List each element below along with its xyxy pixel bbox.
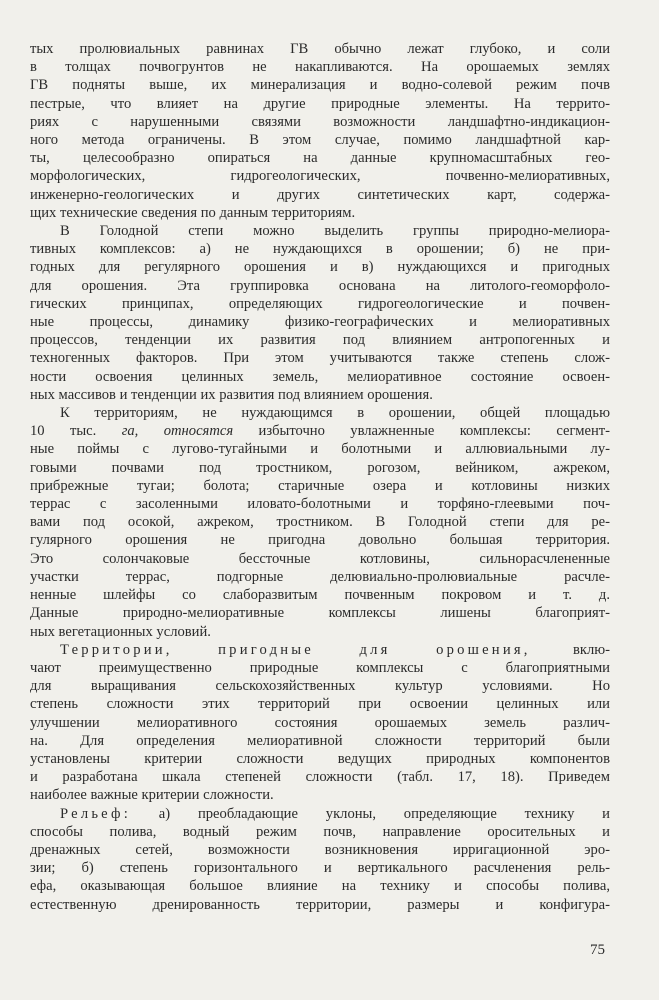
text-line: вами под осокой, ажреком, тростником. В Голодной степи для ре- [30,514,610,531]
text-line: процессов, тенденции их развития под влиянием антропогенных и [30,332,610,349]
text-line: тых пролювиальных равнинах ГВ обычно лежат глубоко, и соли [30,41,610,57]
text-line: улучшении мелиоративного состояния орошаемых земель различ- [30,714,610,731]
paragraph-4 [30,641,610,805]
text-line: Это солончаковые бессточные котловины, сильнорасчлененные [30,550,610,567]
text-line: ные процессы, динамику физико-географических и мелиоративных [30,314,610,331]
paragraph-5 [30,805,610,914]
spaced-heading: Территории, пригодные для орошения, [60,641,531,658]
text-line: гических принципах, определяющих гидрогеологические и почвен- [30,295,610,312]
text-line [30,805,610,823]
text-line: участки террас, подгорные делювиально-пролювиальные расчле- [30,568,610,585]
text-line: установлены критерии сложности ведущих природных компонентов [30,750,610,767]
text-line: зии; б) степень горизонтального и вертикального расчленения рель- [30,860,610,877]
text-line: ГВ подняты выше, их минерализация и водно-солевой режим почв [30,77,610,94]
body-text [30,40,610,914]
text-line [30,641,610,659]
text-line: ных массивов и тенденции их развития под влиянием орошения. [30,386,433,403]
paragraph-1 [30,40,610,222]
text-line: риях с нарушенными связями возможности ландшафтно-индикацион- [30,113,610,130]
text-line: щих технические сведения по данным территориям. [30,204,356,221]
text-line: морфологических, гидрогеологических, почвенно-мелиоративных, [30,168,610,185]
text-line: и разработана шкала степеней сложности (табл. 17, 18). Приведем [30,769,610,786]
text-line: ности освоения целинных земель, мелиоративное состояние освоен- [30,368,610,385]
text-line: тивных комплексов: а) не нуждающихся в орошении; б) не при- [30,241,610,258]
text-line: естественную дренированность территории, размеры и конфигура- [30,896,610,913]
text-line: гулярного орошения не пригодна довольно большая территория. [30,532,610,549]
text-fragment: а) преобладающие уклоны, определяющие технику и [131,805,610,822]
spaced-heading: Рельеф: [60,805,131,822]
text-line: на. Для определения мелиоративной сложности территорий были [30,732,610,749]
text-line: Данные природно-мелиоративные комплексы лишены благоприят- [30,605,610,622]
unit-italic: га, относятся [121,423,234,440]
page-number: 75 [590,942,605,958]
text-line: дренажных сетей, возможности возникновения ирригационной эро- [30,841,610,858]
paragraph-2 [30,222,610,404]
text-line: способы полива, водный режим почв, направление оросительных и [30,823,610,840]
text-line: пестрые, что влияет на другие природные элементы. На террито- [30,95,610,112]
text-line: ты, целесообразно опираться на данные крупномасштабных гео- [30,150,610,167]
text-line: ного метода ограничены. В этом случае, помимо ландшафтной кар- [30,132,610,149]
text-line: наиболее важные критерии сложности. [30,787,274,804]
text-line: техногенных факторов. При этом учитываются также степень слож- [30,350,610,367]
text-line: ных вегетационных условий. [30,623,211,640]
text-line: В Голодной степи можно выделить группы природно-мелиора- [60,223,610,240]
text-line: ефа, оказывающая большое влияние на технику и способы полива, [30,878,610,895]
text-line: ные поймы с лугово-тугайными и болотными и аллювиальными лу- [30,441,610,458]
text-line: в толщах почвогрунтов не накапливаются. На орошаемых землях [30,59,610,76]
text-line: 10 тыс. га, относятся избыточно увлажненные комплексы: сегмент- [30,423,611,440]
text-fragment: вклю- [530,641,610,658]
paragraph-3 [30,404,610,641]
text-line: инженерно-геологических и других синтетических карт, содержа- [30,186,610,203]
text-line: чают преимущественно природные комплексы с благоприятными [30,659,610,676]
text-line: террас с засоленными иловато-болотными и торфяно-глеевыми поч- [30,496,610,513]
text-line: для выращивания сельскохозяйственных культур условиями. Но [30,678,610,695]
text-line: К территориям, не нуждающимся в орошении, общей площадью [60,405,610,422]
text-line: прибрежные тугаи; болота; старичные озера и котловины низких [30,477,610,494]
text-line: ненные шлейфы со слаборазвитым почвенным покровом и т. д. [30,587,610,604]
text-line: степень сложности этих территорий при освоении целинных или [30,696,610,713]
text-line: для орошения. Эта группировка основана на литолого-геоморфоло- [30,277,610,294]
text-line: годных для регулярного орошения и в) нуждающихся и пригодных [30,259,610,276]
text-line: говыми почвами под тростником, рогозом, вейником, ажреком, [30,459,610,476]
